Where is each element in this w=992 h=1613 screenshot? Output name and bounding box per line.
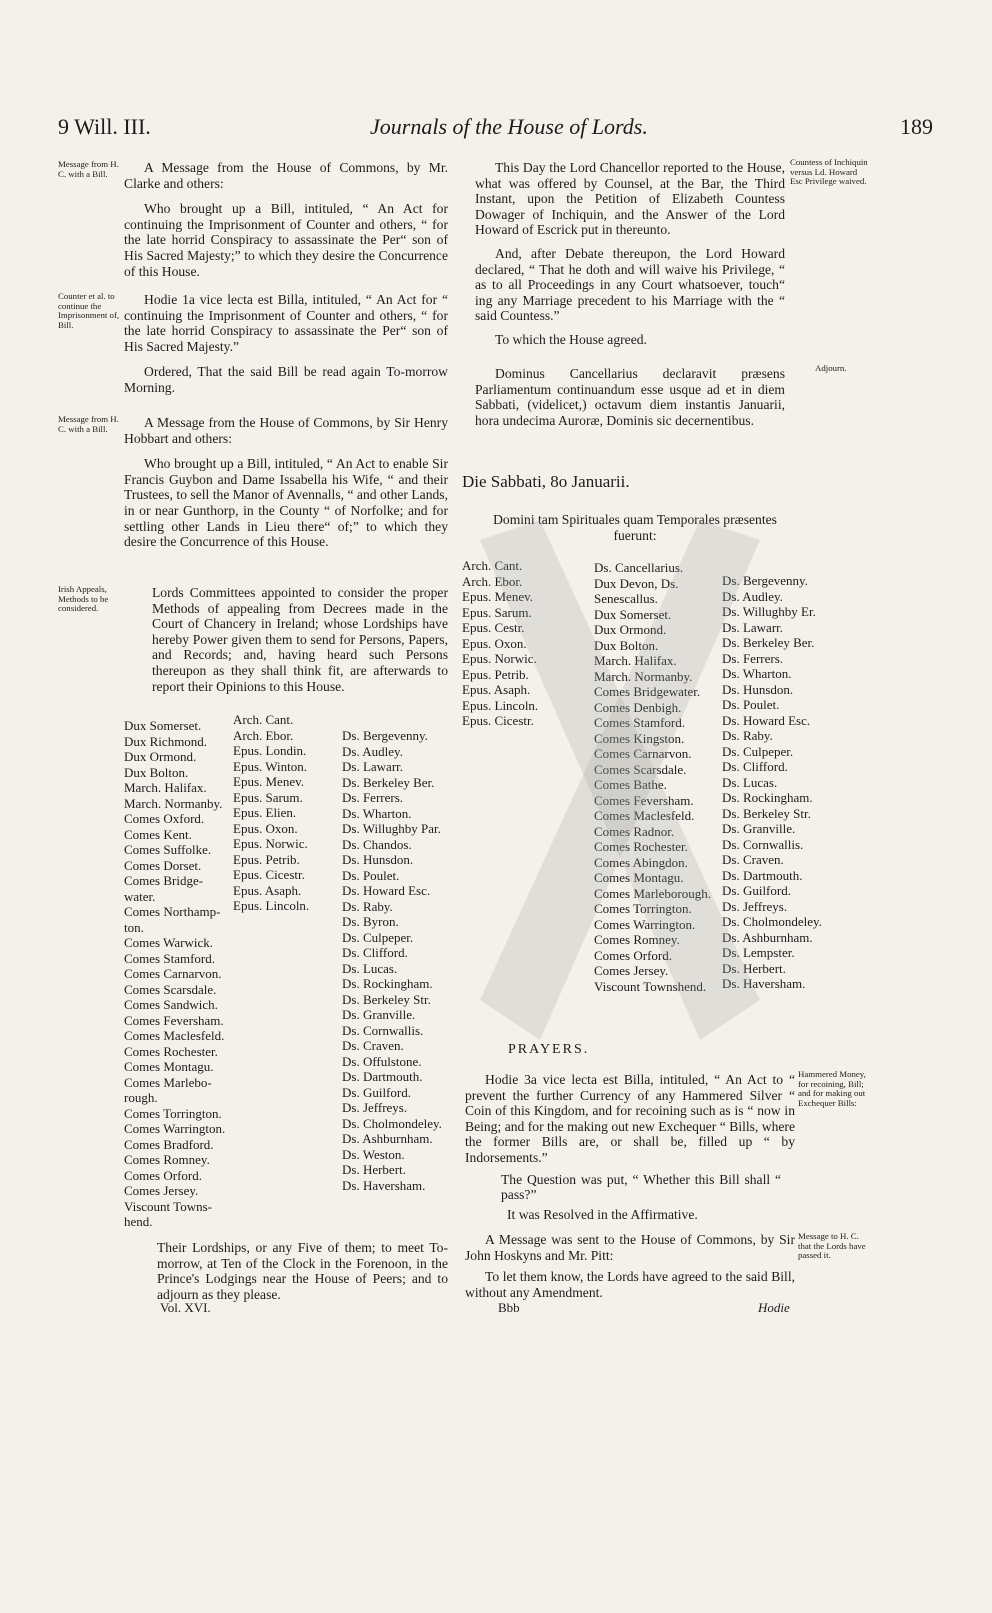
- list-item: Comes Marleborough.: [594, 885, 711, 901]
- list-item: Dux Bolton.: [124, 764, 189, 780]
- list-item: Comes Suffolke.: [124, 842, 212, 857]
- list-item: Comes Warwick.: [124, 935, 213, 950]
- list-item: Comes Northamp-: [124, 904, 221, 919]
- list-item: Ds. Lawarr.: [722, 619, 784, 635]
- entry-hammered-money: Hodie 3a vice lecta est Billa, intituled, “ An Act to “ prevent the further Currency of any Hammered Silver “ Coin of this Kingdom, and for recoining such as is “ now in Being; and for the making out new Exchequer “ Bills, where the former Bills are, or shall be, filled up “ by Indorsements.” The Question was put, “ Whether this Bill shall “ pass?” It was Resolved in the Affirmative.: [465, 1072, 795, 1222]
- list-item: Ds. Culpeper.: [722, 743, 794, 759]
- list-item: Comes Stamford.: [594, 715, 685, 730]
- list-item: Ds. Bergevenny.: [342, 728, 428, 743]
- list-item: Ds. Cornwallis.: [342, 1022, 424, 1038]
- margin-note-4: Irish Appeals, Methods to be considered.: [58, 584, 109, 614]
- list-item: Comes Orford.: [124, 1167, 202, 1183]
- list-item: Comes Bradford.: [124, 1136, 214, 1152]
- list-item: Ds. Clifford.: [342, 945, 408, 960]
- list-item: Epus. Lincoln.: [233, 898, 310, 913]
- running-head-left: 9 Will. III.: [58, 114, 151, 139]
- list-item: Ds. Jeffreys.: [342, 1100, 408, 1115]
- list-item: Epus. Norwic.: [233, 836, 308, 851]
- committee-list-barons: [342, 728, 442, 1193]
- committee-list-temporal: [124, 718, 225, 1230]
- list-item: Ds. Lawarr.: [342, 759, 404, 774]
- list-item: Ds. Herbert.: [722, 960, 786, 976]
- list-item: Comes Torrington.: [594, 901, 692, 916]
- list-item: Ds. Cholmondeley.: [342, 1115, 442, 1131]
- list-item: Epus. Petrib.: [233, 851, 300, 867]
- list-item: Ds. Willughby Par.: [342, 821, 441, 836]
- running-head-title: Journals of the House of Lords.: [370, 114, 648, 139]
- list-item: Ds. Ferrers.: [722, 650, 784, 666]
- list-item: Epus. Winton.: [233, 758, 307, 774]
- list-item: Dux Devon, Ds.: [594, 575, 679, 591]
- list-item: Ds. Audley.: [722, 588, 783, 604]
- list-item: Ds. Jeffreys.: [722, 898, 788, 914]
- list-item: Comes Montagu.: [124, 1059, 214, 1074]
- list-item: Dux Somerset.: [594, 606, 672, 622]
- resolution: It was Resolved in the Affirmative.: [507, 1206, 698, 1222]
- entry-irish-appeals: [152, 585, 448, 694]
- list-item: Ds. Willughby Er.: [722, 604, 816, 619]
- volume-mark: Vol. XVI.: [160, 1300, 211, 1315]
- list-item: Ds. Raby.: [342, 898, 393, 914]
- page-number: 189: [900, 114, 933, 139]
- list-item: Ds. Granville.: [722, 821, 796, 836]
- list-item: Epus. Cicestr.: [462, 713, 534, 728]
- list-item: Arch. Ebor.: [462, 573, 523, 589]
- entry-adjourn: Dominus Cancellarius declaravit præsens Parliamentum continuandum esse usque ad et in diem Sabbati, (videlicet,) octavum diem instantis Januarii, hora undecima Auroræ, Dominis sic decernentibus.: [475, 366, 785, 428]
- list-item: Ds. Poulet.: [722, 697, 780, 712]
- present-list-spiritual: [462, 558, 538, 729]
- list-item: Epus. Lincoln.: [462, 697, 539, 713]
- list-item: Comes Bridge-: [124, 873, 204, 888]
- entry-message-to-commons: A Message was sent to the House of Commons, by Sir John Hoskyns and Mr. Pitt: To let them know, the Lords have agreed to the said Bill, without any Amendment.: [465, 1232, 795, 1300]
- list-item: Epus. Cestr.: [462, 620, 525, 635]
- list-item: March. Normanby.: [124, 795, 223, 811]
- list-item: Ds. Dartmouth.: [722, 867, 803, 883]
- signature-mark: Bbb: [498, 1300, 520, 1315]
- list-item: hend.: [124, 1214, 153, 1229]
- list-item: Comes Bridgewater.: [594, 684, 701, 699]
- margin-note-1: Message from H. C. with a Bill.: [58, 159, 119, 179]
- list-item: Comes Rochester.: [594, 839, 688, 854]
- paragraph: A Message from the House of Commons, by Mr. Clarke and others:: [124, 160, 448, 191]
- list-item: Ds. Ashburnham.: [722, 929, 813, 945]
- list-item: Comes Warrington.: [594, 916, 696, 932]
- list-item: Epus. Asaph.: [462, 682, 531, 697]
- list-item: Ds. Offulstone.: [342, 1053, 422, 1069]
- list-item: Dux Ormond.: [124, 749, 197, 764]
- list-item: Comes Montagu.: [594, 870, 684, 885]
- list-item: Comes Feversham.: [124, 1012, 224, 1028]
- margin-note-hammered: Hammered Money, for recoining, Bill; and for making out Exchequer Bills:: [798, 1069, 866, 1108]
- list-item: Ds. Culpeper.: [342, 929, 414, 945]
- paragraph: To let them know, the Lords have agreed to the said Bill, without any Amendment.: [465, 1269, 795, 1300]
- margin-note-2: Counter et al. to continue the Imprisonment of, Bill.: [58, 291, 120, 330]
- list-item: March. Normanby.: [594, 668, 693, 684]
- list-item: Comes Torrington.: [124, 1105, 222, 1121]
- list-item: Ds. Ferrers.: [342, 790, 404, 805]
- entry-inchiquin: [475, 160, 785, 348]
- list-item: Comes Kingston.: [594, 730, 685, 746]
- list-item: Ds. Wharton.: [722, 666, 792, 681]
- list-item: Ds. Hunsdon.: [342, 852, 414, 867]
- margin-note-inchiquin: Countess of Inchiquin versus Ld. Howard Esc Privilege waived.: [790, 157, 868, 187]
- list-item: Epus. Petrib.: [462, 666, 529, 682]
- list-item: Ds. Cancellarius.: [594, 560, 684, 575]
- margin-note-message: Message to H. C. that the Lords have passed it.: [798, 1231, 866, 1261]
- prayers-heading: PRAYERS.: [508, 1042, 590, 1057]
- paragraph: To which the House agreed.: [495, 331, 647, 347]
- margin-note-3: Message from H. C. with a Bill.: [58, 414, 119, 434]
- list-item: Ds. Craven.: [722, 852, 784, 867]
- list-item: Comes Warrington.: [124, 1121, 226, 1136]
- list-item: Arch. Ebor.: [233, 727, 294, 743]
- list-item: Comes Oxford.: [124, 811, 205, 826]
- list-item: Epus. Norwic.: [462, 651, 537, 666]
- day-heading: Die Sabbati, 8o Januarii.: [462, 472, 630, 491]
- question: The Question was put, “ Whether this Bill shall “ pass?”: [501, 1171, 781, 1203]
- list-item: Comes Romney.: [124, 1152, 210, 1167]
- committee-list-spiritual: [233, 712, 309, 914]
- list-item: Comes Maclesfeld.: [124, 1028, 225, 1043]
- list-item: Ds. Chandos.: [342, 836, 412, 852]
- list-item: Ds. Guilford.: [722, 883, 791, 898]
- list-item: Viscount Towns-: [124, 1198, 212, 1214]
- list-item: Comes Jersey.: [594, 963, 669, 978]
- list-item: Comes Sandwich.: [124, 997, 218, 1012]
- list-item: Comes Denbigh.: [594, 699, 682, 715]
- list-item: Comes Maclesfeld.: [594, 808, 695, 823]
- paragraph: Who brought up a Bill, intituled, “ An Act to enable Sir Francis Guybon and Dame Issabella his Wife, “ and their Trustees, to sell the Manor of Avennalls, “ and other Lands, in or near Gunthorp, in the County “ of Norfolke; and for settling other Lands in Lieu there“ of;” to which they desire the Concurrence of this House.: [124, 456, 448, 550]
- list-item: Ds. Rockingham.: [342, 976, 433, 991]
- margin-note-adjourn: Adjourn.: [815, 363, 847, 373]
- list-item: Ds. Howard Esc.: [342, 883, 431, 898]
- entry-commons-message-2: [124, 415, 448, 550]
- list-item: ton.: [124, 919, 144, 935]
- paragraph: This Day the Lord Chancellor reported to the House, what was offered by Counsel, at the Bar, the Third Instant, upon the Petition of Elizabeth Countess Dowager of Inchiquin, and the Answer of the Lord Howard of Escrick put in thereunto.: [475, 160, 785, 238]
- committee-closing: Their Lordships, or any Five of them; to meet To-morrow, at Ten of the Clock in the Forenoon, in the Prince's Lodgings near the House of Peers; and to adjourn as they please.: [157, 1240, 448, 1302]
- list-item: Ds. Berkeley Ber.: [342, 774, 435, 790]
- list-item: Comes Radnor.: [594, 823, 675, 839]
- list-item: Ds. Herbert.: [342, 1162, 406, 1177]
- list-item: Dux Richmond.: [124, 733, 208, 749]
- list-item: rough.: [124, 1090, 158, 1105]
- list-item: Comes Scarsdale.: [594, 761, 687, 777]
- list-item: Ds. Berkeley Ber.: [722, 635, 815, 650]
- list-item: Viscount Townshend.: [594, 978, 707, 994]
- list-item: Comes Marlebo-: [124, 1074, 212, 1090]
- list-item: Ds. Craven.: [342, 1038, 404, 1053]
- list-item: Epus. Menev.: [233, 774, 305, 789]
- list-item: Epus. Asaph.: [233, 882, 302, 898]
- list-item: Ds. Ashburnham.: [342, 1131, 433, 1146]
- list-item: Ds. Lucas.: [342, 960, 398, 976]
- list-item: Ds. Audley.: [342, 743, 403, 759]
- list-item: Ds. Rockingham.: [722, 790, 813, 805]
- list-item: Ds. Wharton.: [342, 805, 412, 821]
- list-item: Epus. Sarum.: [462, 604, 532, 620]
- list-item: Comes Stamford.: [124, 950, 215, 966]
- present-list-barons: [722, 573, 822, 992]
- list-item: Ds. Guilford.: [342, 1084, 411, 1100]
- list-item: Ds. Lucas.: [722, 774, 778, 790]
- paragraph: And, after Debate thereupon, the Lord Howard declared, “ That he doth and will waive his Privilege, “ as to all Proceedings in any Court whatsoever, touch“ ing any Marriage precedent to his Marriage with the “ said Countess.”: [475, 245, 785, 324]
- list-item: Comes Rochester.: [124, 1043, 218, 1059]
- list-item: Ds. Bergevenny.: [722, 573, 808, 588]
- list-item: Comes Dorset.: [124, 857, 202, 873]
- list-item: Ds. Berkeley Str.: [342, 991, 431, 1007]
- list-item: Dux Ormond.: [594, 622, 667, 637]
- list-item: Dux Bolton.: [594, 637, 659, 653]
- list-item: Ds. Berkeley Str.: [722, 805, 811, 821]
- list-item: Ds. Weston.: [342, 1146, 405, 1162]
- paragraph: Hodie 1a vice lecta est Billa, intituled, “ An Act for “ continuing the Imprisonment of Counter and others, “ for the late horrid Conspiracy to assassinate the Per“ son of His Sacred Majesty.”: [124, 292, 448, 354]
- paragraph: Lords Committees appointed to consider the proper Methods of appealing from Decrees made in the Court of Chancery in Ireland; whose Lordships have hereby Power given them to send for Persons, Papers, and Records; and, having heard such Persons thereupon as they shall think fit, are afterwards to report their Opinions to this House.: [152, 585, 448, 694]
- list-item: Ds. Granville.: [342, 1007, 416, 1022]
- list-item: March. Halifax.: [124, 780, 207, 795]
- list-item: Comes Kent.: [124, 826, 192, 842]
- list-item: Ds. Hunsdon.: [722, 681, 794, 697]
- list-item: Comes Carnarvon.: [594, 746, 692, 761]
- catchword: Hodie: [758, 1300, 790, 1315]
- present-list-temporal: [594, 560, 711, 994]
- list-item: Epus. Oxon.: [462, 635, 527, 651]
- list-item: Comes Romney.: [594, 932, 680, 947]
- list-item: Epus. Londin.: [233, 743, 307, 758]
- list-item: Epus. Cicestr.: [233, 867, 305, 882]
- list-item: Ds. Cornwallis.: [722, 836, 804, 852]
- list-item: Comes Feversham.: [594, 792, 694, 808]
- list-item: Ds. Clifford.: [722, 759, 788, 774]
- list-item: Ds. Poulet.: [342, 867, 400, 883]
- list-item: Ds. Haversham.: [722, 976, 806, 991]
- list-item: Epus. Sarum.: [233, 789, 303, 805]
- list-item: Ds. Howard Esc.: [722, 712, 811, 728]
- list-item: Comes Jersey.: [124, 1183, 199, 1198]
- paragraph: Who brought up a Bill, intituled, “ An Act for continuing the Imprisonment of Counter and others, “ for the late horrid Conspiracy to assassinate the Per“ son of His Sacred Majesty;” to which they desire the Concurrence of this House.: [124, 201, 448, 279]
- entry-commons-message-1: [124, 160, 448, 279]
- list-item: water.: [124, 888, 156, 904]
- list-item: Comes Orford.: [594, 947, 672, 963]
- list-item: Senescallus.: [594, 591, 658, 606]
- list-item: Ds. Cholmondeley.: [722, 914, 822, 929]
- list-item: Comes Abingdon.: [594, 854, 688, 870]
- present-heading: Domini tam Spirituales quam Temporales præsentes fuerunt:: [493, 512, 777, 543]
- list-item: Dux Somerset.: [124, 718, 202, 733]
- paragraph: A Message from the House of Commons, by Sir Henry Hobbart and others:: [124, 415, 448, 446]
- list-item: Ds. Haversham.: [342, 1177, 426, 1193]
- list-item: Epus. Elien.: [233, 805, 297, 820]
- entry-first-reading: [124, 292, 448, 396]
- list-item: Ds. Raby.: [722, 728, 773, 743]
- list-item: Comes Carnarvon.: [124, 966, 222, 981]
- list-item: Comes Scarsdale.: [124, 981, 217, 997]
- list-item: Arch. Cant.: [233, 712, 294, 727]
- list-item: March. Halifax.: [594, 653, 677, 668]
- list-item: Ds. Byron.: [342, 914, 399, 929]
- list-item: Arch. Cant.: [462, 558, 523, 573]
- list-item: Epus. Oxon.: [233, 820, 298, 836]
- paragraph: Ordered, That the said Bill be read again To-morrow Morning.: [124, 364, 448, 395]
- list-item: Ds. Dartmouth.: [342, 1069, 423, 1084]
- list-item: Ds. Lempster.: [722, 945, 795, 960]
- list-item: Comes Bathe.: [594, 777, 667, 792]
- list-item: Epus. Menev.: [462, 589, 534, 604]
